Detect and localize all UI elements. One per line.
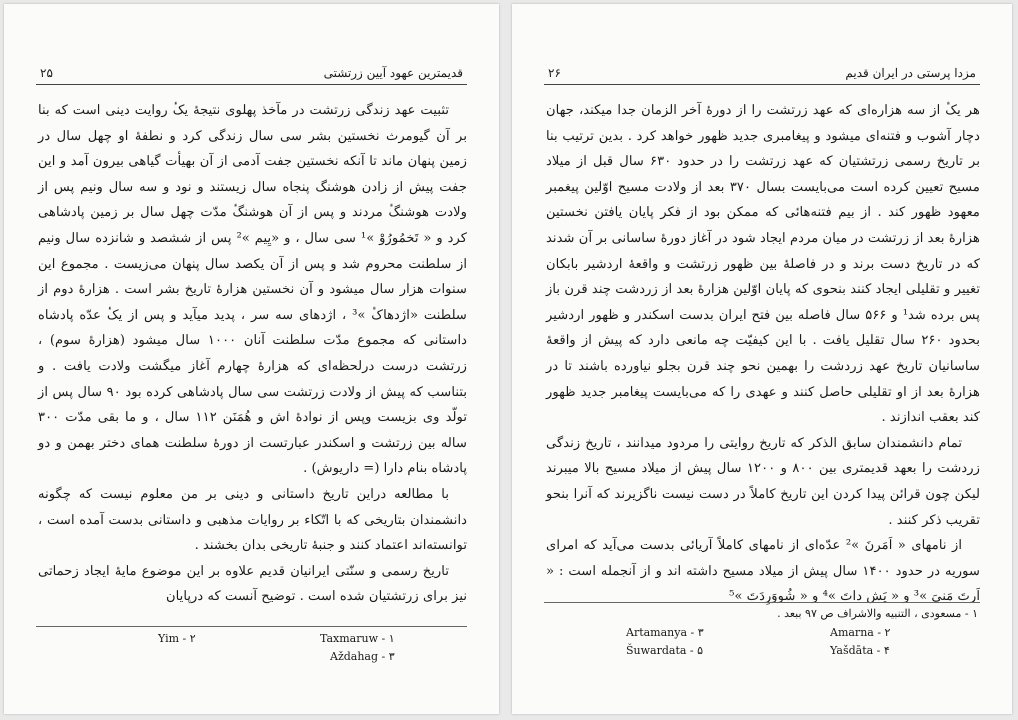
footnote: Taxmaruw - ۱ — [320, 632, 395, 645]
paragraph: با مطالعه دراین تاریخ داستانی و دینی بر من معلوم نیست که چگونه دانشمندان بتاریخی که با اتّکاء بر روایات مذهبی و داستانی بدست آمده است ، توانسته‌اند اعتماد کنند و جنبهٔ تاریخی بدان بخشند . — [38, 486, 467, 554]
footnote: Yim - ۲ — [158, 632, 196, 645]
footnote: ۱ - مسعودی ، التنبیه والاشراف ص ۹۷ ببعد . — [777, 607, 978, 620]
footnote: Yašdāta - ۴ — [830, 644, 890, 657]
paragraph: از نامهای « اَمَرنَ »² عدّه‌ای از نامهای کاملاً آریائی بدست می‌آید که امرای سوریه در حدود ۱۴۰۰ سال پیش از میلاد مسیح داشته اند و از آنجمله است : « اَرتَ مَنیَ »³ و « یَش داتَ »⁴ و « شُووَرِدَتَ »⁵ — [546, 538, 980, 605]
left-header-title: قدیمترین عهود آیین زرتشتی — [323, 66, 463, 80]
footnote: Amarna - ۲ — [830, 626, 891, 639]
left-page-body — [38, 98, 467, 610]
left-page-number: ۲۵ — [40, 66, 53, 80]
right-page-body — [546, 98, 980, 610]
paragraph: تثبیت عهد زندگی زرتشت در مآخذ پهلوی نتیجهٔ یکٔ روایت دینی است که بنا بر آن گیومرث نخستین بشر سی سال زندگی کرد و نطفهٔ او چهل سال در زمین پنهان ماند تا آنکه نخستین جفت آدمی از آن بهیأت گیاهی بیرون آمد و این جفت پیش از زادن هوشنگ پنجاه سال زیستند و نود و سه سال ونیم پس از ولادت هوشنگٔ مردند و پس از آن هوشنگٔ مدّت چهل سال بر زمین پادشاهی کرد و « تَخمُورُوْ »¹ سی سال ، و «یِیم »² پس از ششصد و شانزده سال ونیم از سلطنت محروم شد و پس از آن یکصد سال پنهان می‌زیست . مجموع این سنوات هزار سال میشود و آن نخستین هزارهٔ تاریخ بشر است . هزارهٔ دوم از سلطنت «اژدهاکٔ »³ ، اژدهای سه سر ، پدید میآید و پس از یکٔ عدّه پادشاه داستانی که مجموع مدّت سلطنت آنان ۱۰۰۰ سال میشود (هزارهٔ سوم) ، زرتشت درست درلحظه‌ای که هزارهٔ چهارم آغاز میگشت ولادت یافت . و بتناسب که پیش از ولادت زرتشت سی سال پادشاهی کرده بود ۹۰ سال پس از تولّد وی بزیست وپس از نوادهٔ اش و هُمَنَن ۱۱۲ سال ، و ما بقی مدّت ۳۰۰ ساله بین زرتشت و اسکندر عبارتست از دورهٔ سلطنت همای دختر بهمن و دو پادشاه بنام دارا (= داریوش) . — [38, 103, 468, 477]
paragraph: هر یکٔ از سه هزاره‌ای که عهد زرتشت را از دورهٔ آخر الزمان جدا میکند، جهان دچار آشوب و فتنه‌ای میشود و پیغامبری جدید ظهور خواهد کرد . بدین ترتیب بنا بر تاریخ رسمی زرتشتیان که عهد زرتشت را در حدود ۶۳۰ سال قبل از میلاد مسیح تعیین کرده است می‌بایست بسال ۳۷۰ بعد از ولادت مسیح اوّلین پیغمبر معهود ظهور کند . از بیم فتنه‌هائی که ممکن بود از فکر پایان یافتن نخستین هزارهٔ بعد از زرتشت در میان مردم ایجاد شود در آغاز دورهٔ ساسانی بر آن شدند که در تاریخ دست برند و در فاصلهٔ بین ظهور زرتشت و واقعهٔ اردشیر بابکان تغییر و تقلیلی ایجاد کنند بنحوی که پایان اوّلین هزارهٔ بعد از زردشت چند قرن باز پس برده شد¹ و ۵۶۶ سال فاصله بین فتح ایران بدست اسکندر و ظهور اردشیر بحدود ۲۶۰ سال تقلیل یافت . با این کیفیّت چه مانعی دارد که پیش از واقعهٔ ساسانیان تاریخ عهد زردشت را بهمین نحو چند قرن بجلو نیاورده باشند تا در هزارهٔ بعد از او تقلیلی حاصل کنند و عهدی را که می‌بایست پیغامبر جدید ظهور کند بعقب اندازند . — [546, 103, 980, 426]
paragraph: تمام دانشمندان سابق الذکر که تاریخ روایتی را مردود میدانند ، تاریخ زندگی زردشت را بعهد قدیمتری بین ۸۰۰ و ۱۲۰۰ سال پیش از میلاد مسیح بالا میبرند لیکن چون قرائن پیدا کردن این تاریخ کاملاً در دست نیست ناگزیرند که آنرا بنحو تقریب ذکر کنند . — [546, 435, 980, 528]
left-page — [4, 4, 499, 714]
footnote: Šuwardata - ۵ — [626, 644, 704, 657]
footnote: Aždahag - ۳ — [330, 650, 395, 663]
left-page-header — [36, 64, 467, 85]
right-header-title: مزدا پرستی در ایران قدیم — [845, 66, 976, 80]
right-page-number: ۲۶ — [548, 66, 561, 80]
footnote-rule — [36, 626, 467, 627]
paragraph: تاریخ رسمی و سنّتی ایرانیان قدیم علاوه بر این موضوع مایهٔ ایجاد زحماتی نیز برای زرتشتیان شده است . توضیح آنست که درپایان — [38, 563, 467, 605]
footnote: Artamanya - ۳ — [626, 626, 704, 639]
footnote-rule — [544, 602, 980, 603]
right-page — [512, 4, 1012, 714]
right-page-header — [544, 64, 980, 85]
